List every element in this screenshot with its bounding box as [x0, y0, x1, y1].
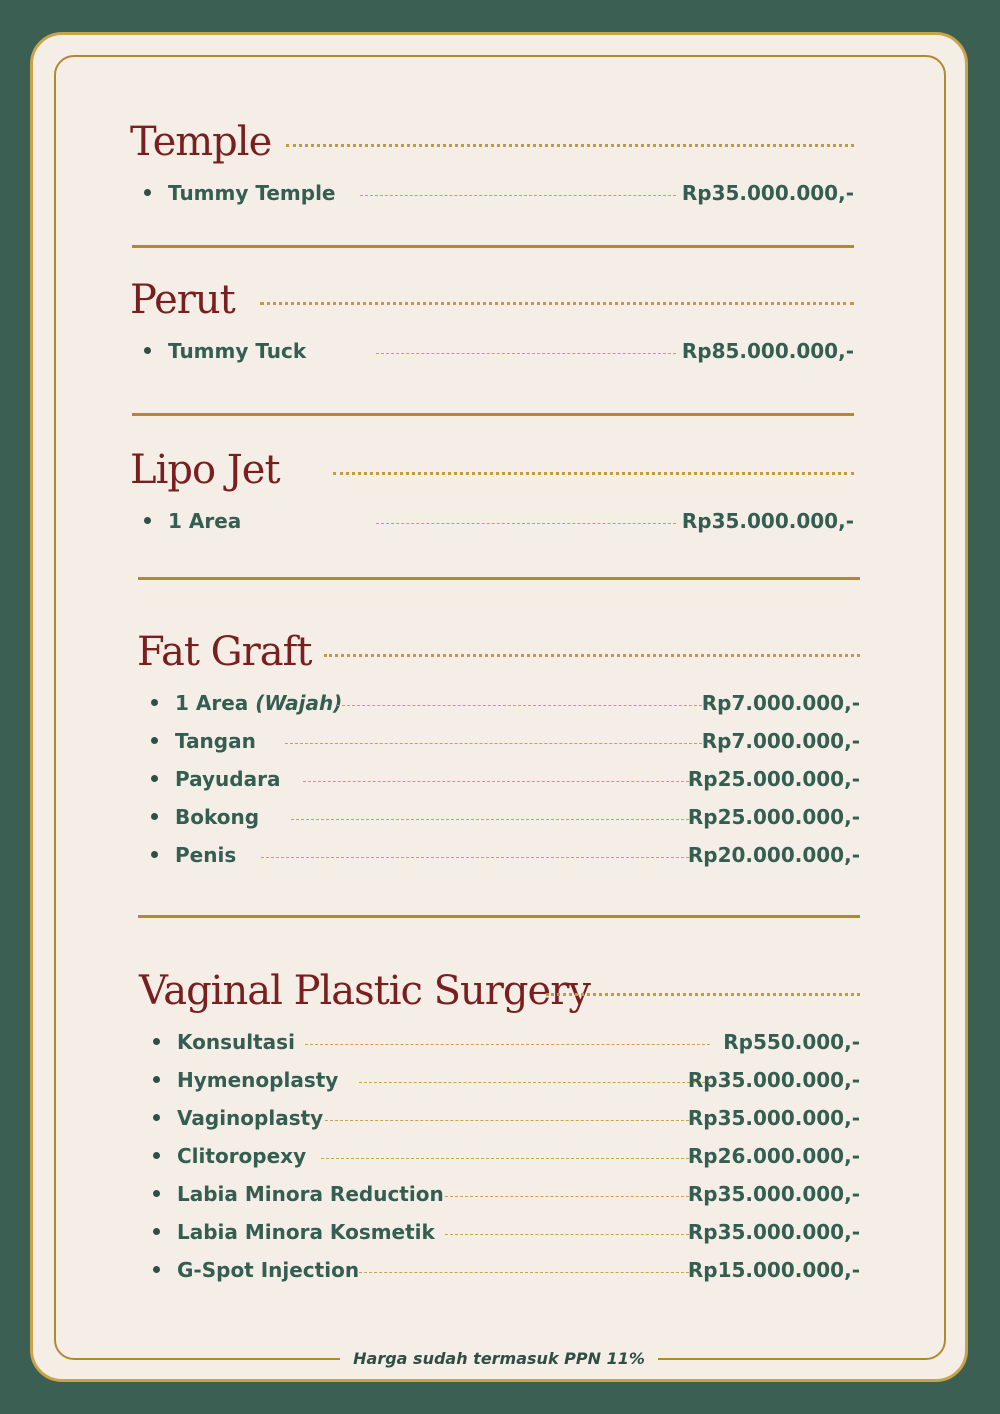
bullet-icon: [151, 737, 158, 744]
item-name: Vaginoplasty: [177, 1106, 324, 1130]
item-name: Payudara: [175, 767, 281, 791]
item-price: Rp7.000.000,-: [701, 729, 860, 753]
section-perut: [130, 276, 854, 363]
item-dotted-leader: [445, 1234, 694, 1235]
list-item: [137, 840, 860, 870]
section-divider: [138, 915, 860, 918]
list-item: [137, 802, 860, 832]
list-item: [139, 1103, 860, 1133]
item-name: Penis: [175, 843, 237, 867]
bullet-icon: [153, 1266, 160, 1273]
item-price: Rp35.000.000,-: [681, 181, 854, 205]
item-name: Tummy Temple: [168, 181, 336, 205]
item-dotted-leader: [359, 1082, 710, 1083]
item-price: Rp35.000.000,-: [687, 1182, 860, 1206]
bullet-icon: [144, 347, 151, 354]
item-price: Rp35.000.000,-: [687, 1220, 860, 1244]
section-title: Perut: [130, 277, 235, 323]
item-dotted-leader: [291, 819, 694, 820]
item-dotted-leader: [325, 1120, 694, 1121]
list-item: [137, 764, 860, 794]
item-dotted-leader: [376, 353, 676, 354]
section-temple: [130, 118, 854, 205]
title-dotted-leader: [286, 144, 854, 147]
list-item: [130, 506, 854, 536]
list-item: [139, 1255, 860, 1285]
bullet-icon: [153, 1076, 160, 1083]
bullet-icon: [153, 1152, 160, 1159]
list-item: [137, 688, 860, 718]
list-item: [130, 336, 854, 366]
section-title: Vaginal Plastic Surgery: [139, 968, 590, 1014]
bullet-icon: [153, 1038, 160, 1045]
list-item: [139, 1217, 860, 1247]
item-price: Rp35.000.000,-: [687, 1106, 860, 1130]
item-dotted-leader: [285, 743, 712, 744]
item-name: Hymenoplasty: [177, 1068, 339, 1092]
title-dotted-leader: [333, 472, 854, 475]
list-item: [139, 1141, 860, 1171]
section-lipo-jet: [130, 446, 854, 533]
item-name: Konsultasi: [177, 1030, 295, 1054]
bullet-icon: [144, 189, 151, 196]
item-dotted-leader: [337, 705, 712, 706]
item-price: Rp26.000.000,-: [687, 1144, 860, 1168]
title-dotted-leader: [324, 654, 860, 657]
section-title: Fat Graft: [137, 629, 312, 675]
bullet-icon: [151, 813, 158, 820]
section-fat-graft: [137, 628, 860, 867]
item-dotted-leader: [303, 781, 694, 782]
footer-note: Harga sudah termasuk PPN 11%: [353, 1348, 645, 1368]
section-title: Temple: [130, 119, 272, 165]
item-name: Labia Minora Kosmetik: [177, 1220, 435, 1244]
list-item: [139, 1179, 860, 1209]
item-dotted-leader: [376, 523, 676, 524]
item-name: Tummy Tuck: [168, 339, 307, 363]
item-dotted-leader: [359, 1272, 694, 1273]
list-item: [139, 1027, 860, 1057]
item-dotted-leader: [360, 195, 676, 196]
item-name: Labia Minora Reduction: [177, 1182, 444, 1206]
item-name: G-Spot Injection: [177, 1258, 360, 1282]
bullet-icon: [153, 1228, 160, 1235]
item-dotted-leader: [321, 1158, 694, 1159]
item-name: 1 Area (Wajah): [175, 691, 343, 715]
item-name: 1 Area: [168, 509, 242, 533]
bullet-icon: [153, 1190, 160, 1197]
item-dotted-leader: [261, 857, 694, 858]
list-item: [139, 1065, 860, 1095]
list-item: [130, 178, 854, 208]
item-price: Rp35.000.000,-: [681, 509, 854, 533]
item-price: Rp550.000,-: [723, 1030, 860, 1054]
item-dotted-leader: [445, 1196, 694, 1197]
title-dotted-leader: [546, 993, 860, 996]
bullet-icon: [151, 699, 158, 706]
item-price: Rp20.000.000,-: [687, 843, 860, 867]
list-item: [137, 726, 860, 756]
item-name: Clitoropexy: [177, 1144, 307, 1168]
section-divider: [132, 245, 854, 248]
item-name: Bokong: [175, 805, 260, 829]
section-title: Lipo Jet: [130, 447, 280, 493]
item-price: Rp15.000.000,-: [687, 1258, 860, 1282]
item-price: Rp25.000.000,-: [687, 767, 860, 791]
bullet-icon: [151, 775, 158, 782]
item-price: Rp25.000.000,-: [687, 805, 860, 829]
item-price: Rp85.000.000,-: [681, 339, 854, 363]
bullet-icon: [144, 517, 151, 524]
section-divider: [132, 413, 854, 416]
bullet-icon: [151, 851, 158, 858]
footer: [340, 1340, 658, 1376]
section-vaginal-plastic-surgery: [139, 967, 860, 1282]
item-price: Rp7.000.000,-: [701, 691, 860, 715]
title-dotted-leader: [260, 302, 854, 305]
item-price: Rp35.000.000,-: [687, 1068, 860, 1092]
section-divider: [138, 577, 860, 580]
item-dotted-leader: [305, 1044, 710, 1045]
bullet-icon: [153, 1114, 160, 1121]
item-name: Tangan: [175, 729, 256, 753]
item-note: (Wajah): [255, 691, 343, 715]
